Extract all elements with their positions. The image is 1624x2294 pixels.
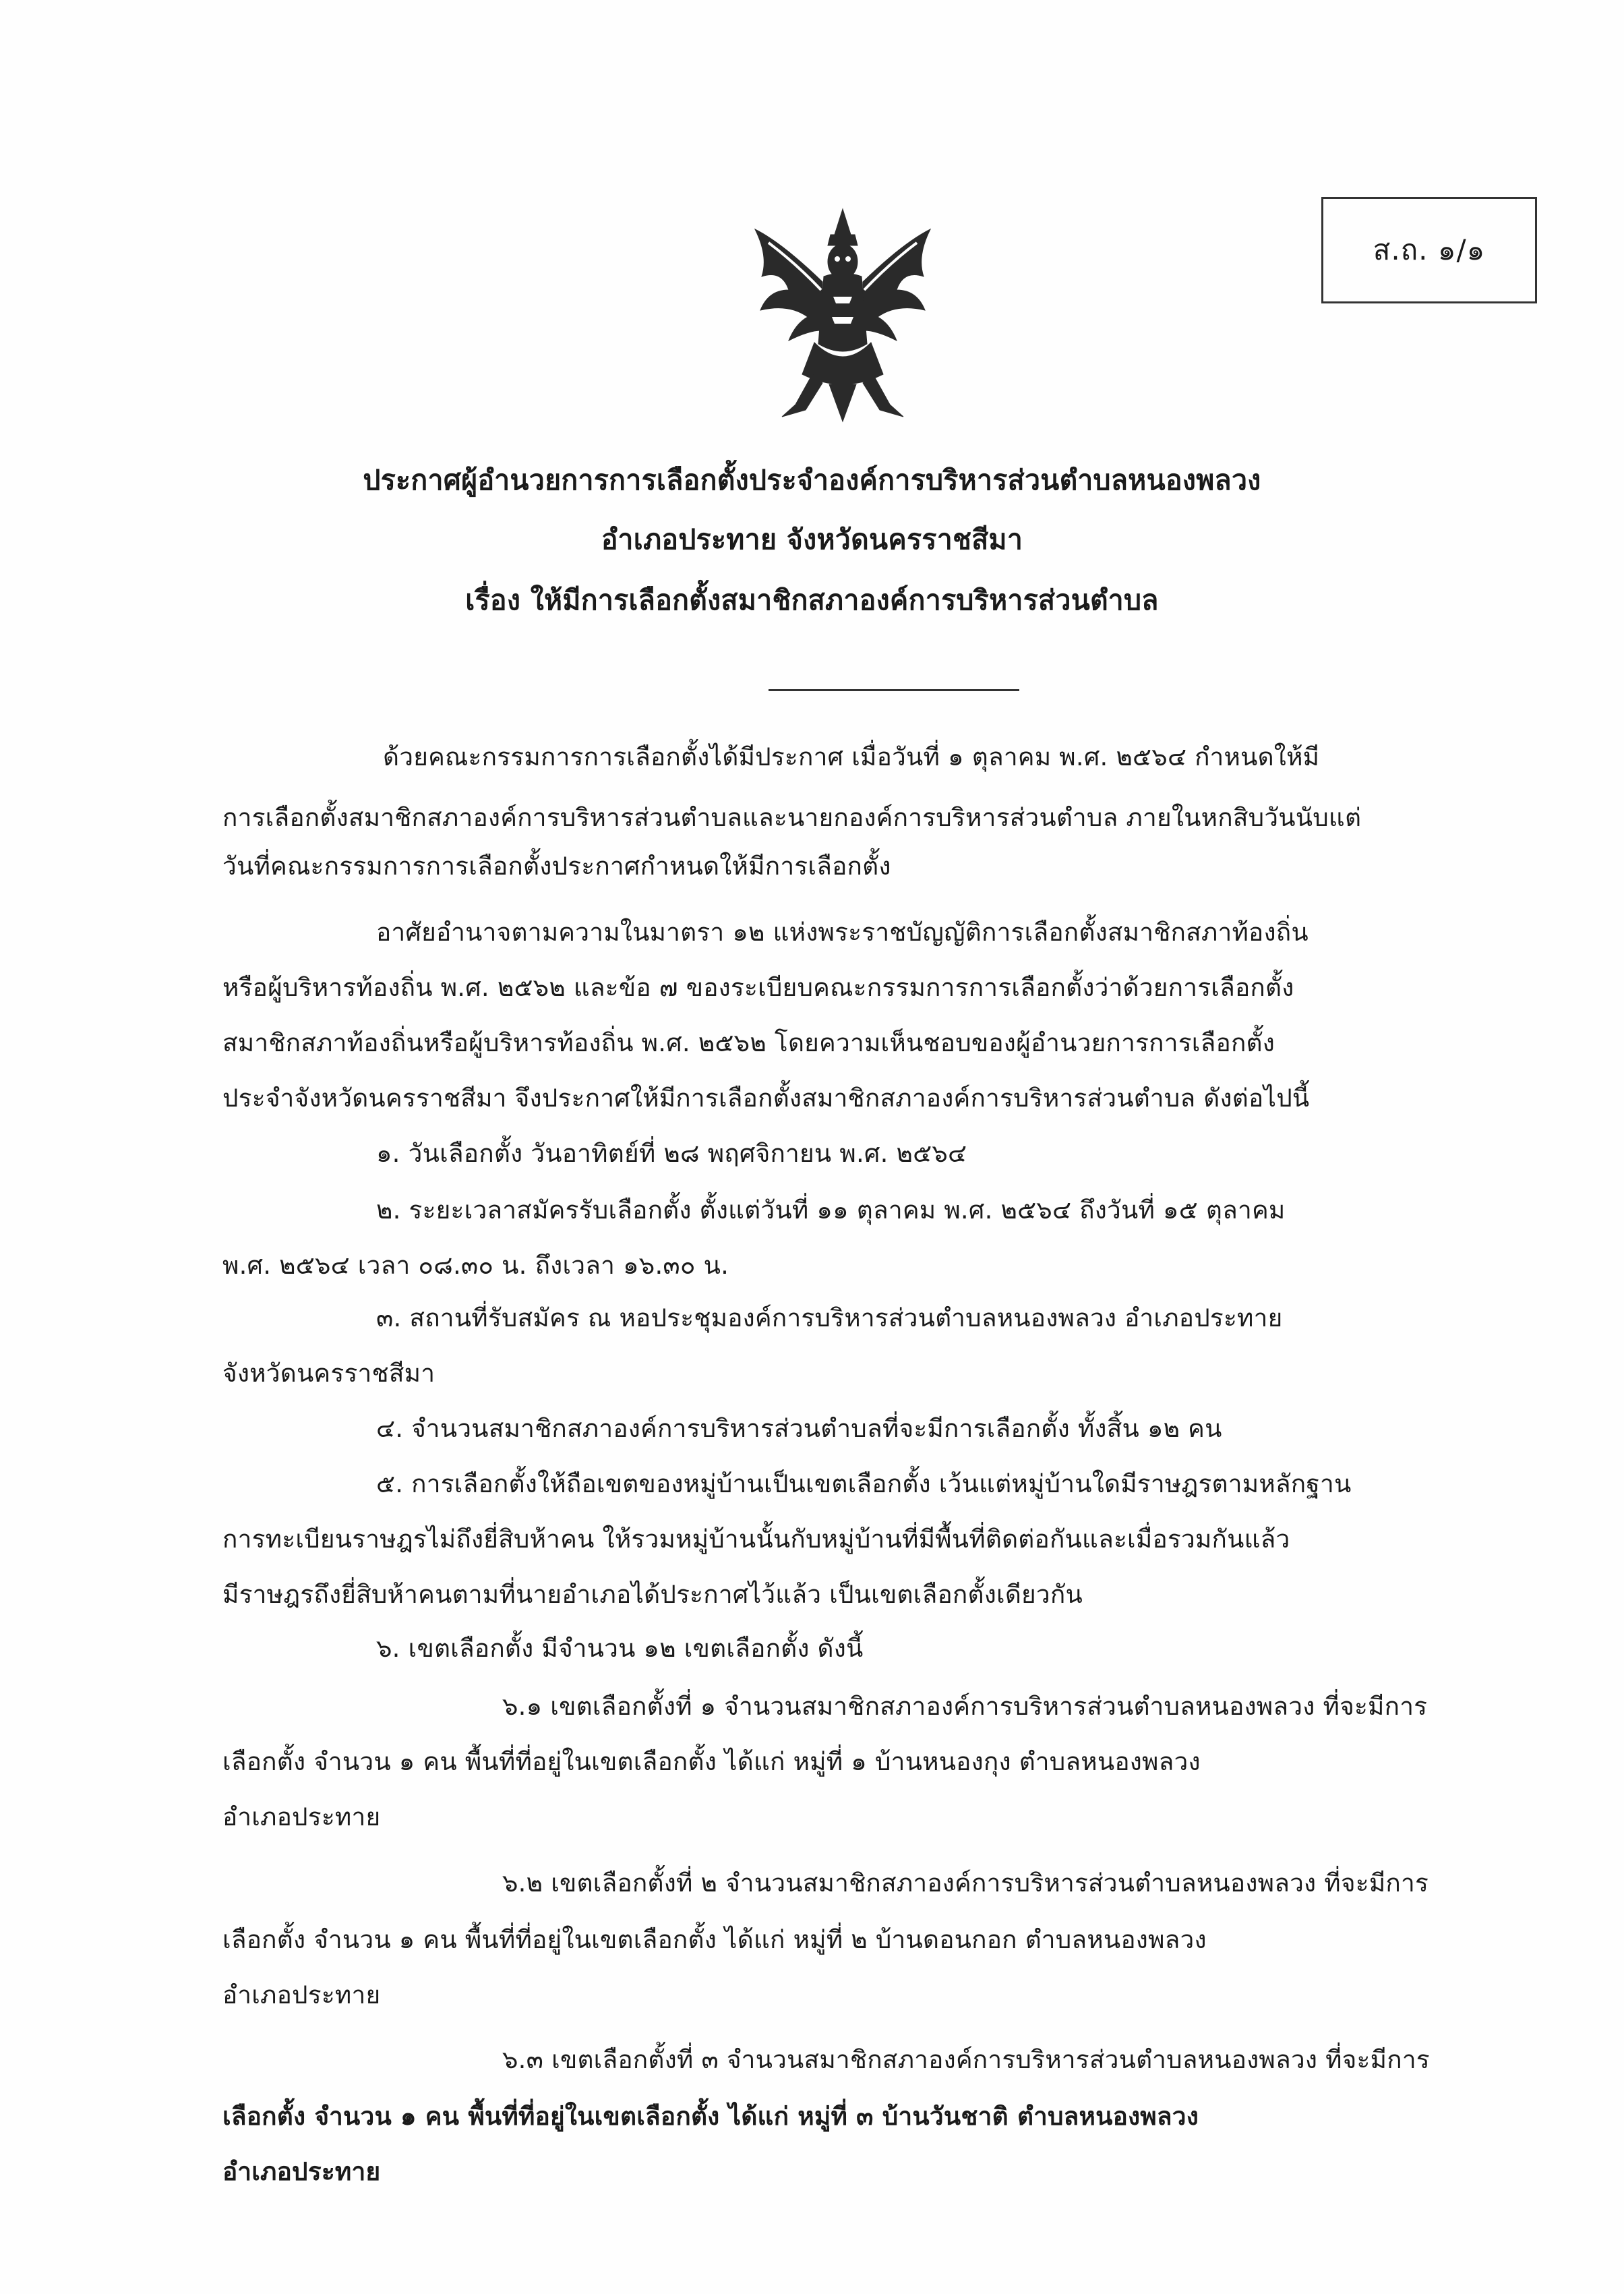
form-code-box — [1321, 197, 1537, 303]
item-5-line-1: ๕. การเลือกตั้งให้ถือเขตของหมู่บ้านเป็นเขตเลือกตั้ง เว้นแต่หมู่บ้านใดมีราษฎรตามหลักฐาน — [376, 1469, 1352, 1498]
sub-6-3-line-1: ๖.๓ เขตเลือกตั้งที่ ๓ จำนวนสมาชิกสภาองค์การบริหารส่วนตำบลหนองพลวง ที่จะมีการ — [502, 2045, 1430, 2074]
sub-6-1-line-3: อำเภอประทาย — [222, 1802, 381, 1831]
item-6: ๖. เขตเลือกตั้ง มีจำนวน ๑๒ เขตเลือกตั้ง ดังนี้ — [376, 1634, 864, 1663]
item-2-line-1: ๒. ระยะเวลาสมัครรับเลือกตั้ง ตั้งแต่วันที่ ๑๑ ตุลาคม พ.ศ. ๒๕๖๔ ถึงวันที่ ๑๕ ตุลาคม — [376, 1196, 1286, 1225]
item-5-line-3: มีราษฎรถึงยี่สิบห้าคนตามที่นายอำเภอได้ประกาศไว้แล้ว เป็นเขตเลือกตั้งเดียวกัน — [222, 1580, 1083, 1609]
item-5-line-2: การทะเบียนราษฎรไม่ถึงยี่สิบห้าคน ให้รวมหมู่บ้านนั้นกับหมู่บ้านที่มีพื้นที่ติดต่อกันและเมื่อรวมกันแล้ว — [222, 1525, 1290, 1554]
item-3-line-1: ๓. สถานที่รับสมัคร ณ หอประชุมองค์การบริหารส่วนตำบลหนองพลวง อำเภอประทาย — [376, 1303, 1283, 1332]
p1-line-2: การเลือกตั้งสมาชิกสภาองค์การบริหารส่วนตำบลและนายกองค์การบริหารส่วนตำบล ภายในหกสิบวันนับแต่ — [222, 803, 1362, 832]
heading-divider — [769, 689, 1019, 691]
sub-6-2-line-1: ๖.๒ เขตเลือกตั้งที่ ๒ จำนวนสมาชิกสภาองค์การบริหารส่วนตำบลหนองพลวง ที่จะมีการ — [502, 1869, 1429, 1898]
sub-6-1-line-2: เลือกตั้ง จำนวน ๑ คน พื้นที่ที่อยู่ในเขตเลือกตั้ง ได้แก่ หมู่ที่ ๑ บ้านหนองกุง ตำบลหนองพลวง — [222, 1747, 1201, 1776]
heading-line-1: ประกาศผู้อำนวยการการเลือกตั้งประจำองค์การบริหารส่วนตำบลหนองพลวง — [363, 464, 1261, 496]
p2-line-4: ประจำจังหวัดนครราชสีมา จึงประกาศให้มีการเลือกตั้งสมาชิกสภาองค์การบริหารส่วนตำบล ดังต่อไปนี้ — [222, 1084, 1310, 1113]
form-code: ส.ถ. ๑/๑ — [1373, 233, 1486, 266]
p2-line-3: สมาชิกสภาท้องถิ่นหรือผู้บริหารท้องถิ่น พ.ศ. ๒๕๖๒ โดยความเห็นชอบของผู้อำนวยการการเลือกตั้ง — [222, 1028, 1275, 1057]
heading-line-2: อำเภอประทาย จังหวัดนครราชสีมา — [601, 523, 1023, 556]
item-2-line-2: พ.ศ. ๒๕๖๔ เวลา ๐๘.๓๐ น. ถึงเวลา ๑๖.๓๐ น. — [222, 1251, 729, 1280]
sub-6-2-line-2: เลือกตั้ง จำนวน ๑ คน พื้นที่ที่อยู่ในเขตเลือกตั้ง ได้แก่ หมู่ที่ ๒ บ้านดอนกอก ตำบลหนองพลวง — [222, 1925, 1207, 1954]
sub-6-2-line-3: อำเภอประทาย — [222, 1980, 381, 2009]
item-4: ๔. จำนวนสมาชิกสภาองค์การบริหารส่วนตำบลที่จะมีการเลือกตั้ง ทั้งสิ้น ๑๒ คน — [376, 1414, 1222, 1443]
garuda-emblem-icon — [742, 202, 944, 425]
p2-line-2: หรือผู้บริหารท้องถิ่น พ.ศ. ๒๕๖๒ และข้อ ๗ ของระเบียบคณะกรรมการการเลือกตั้งว่าด้วยการเลือกตั้ง — [222, 973, 1294, 1002]
sub-6-1-line-1: ๖.๑ เขตเลือกตั้งที่ ๑ จำนวนสมาชิกสภาองค์การบริหารส่วนตำบลหนองพลวง ที่จะมีการ — [502, 1692, 1428, 1721]
sub-6-3-line-2: เลือกตั้ง จำนวน ๑ คน พื้นที่ที่อยู่ในเขตเลือกตั้ง ได้แก่ หมู่ที่ ๓ บ้านวันชาติ ตำบลหนองพลวง — [222, 2102, 1199, 2131]
p2-line-1: อาศัยอำนาจตามความในมาตรา ๑๒ แห่งพระราชบัญญัติการเลือกตั้งสมาชิกสภาท้องถิ่น — [376, 918, 1309, 947]
p1-line-1: ด้วยคณะกรรมการการเลือกตั้งได้มีประกาศ เมื่อวันที่ ๑ ตุลาคม พ.ศ. ๒๕๖๔ กำหนดให้มี — [383, 742, 1320, 771]
item-1: ๑. วันเลือกตั้ง วันอาทิตย์ที่ ๒๘ พฤศจิกายน พ.ศ. ๒๕๖๔ — [376, 1139, 967, 1168]
p1-line-3: วันที่คณะกรรมการการเลือกตั้งประกาศกำหนดให้มีการเลือกตั้ง — [222, 852, 891, 881]
sub-6-3-line-3: อำเภอประทาย — [222, 2157, 381, 2186]
heading-line-3: เรื่อง ให้มีการเลือกตั้งสมาชิกสภาองค์การบริหารส่วนตำบล — [465, 584, 1159, 616]
item-3-line-2: จังหวัดนครราชสีมา — [222, 1359, 435, 1388]
